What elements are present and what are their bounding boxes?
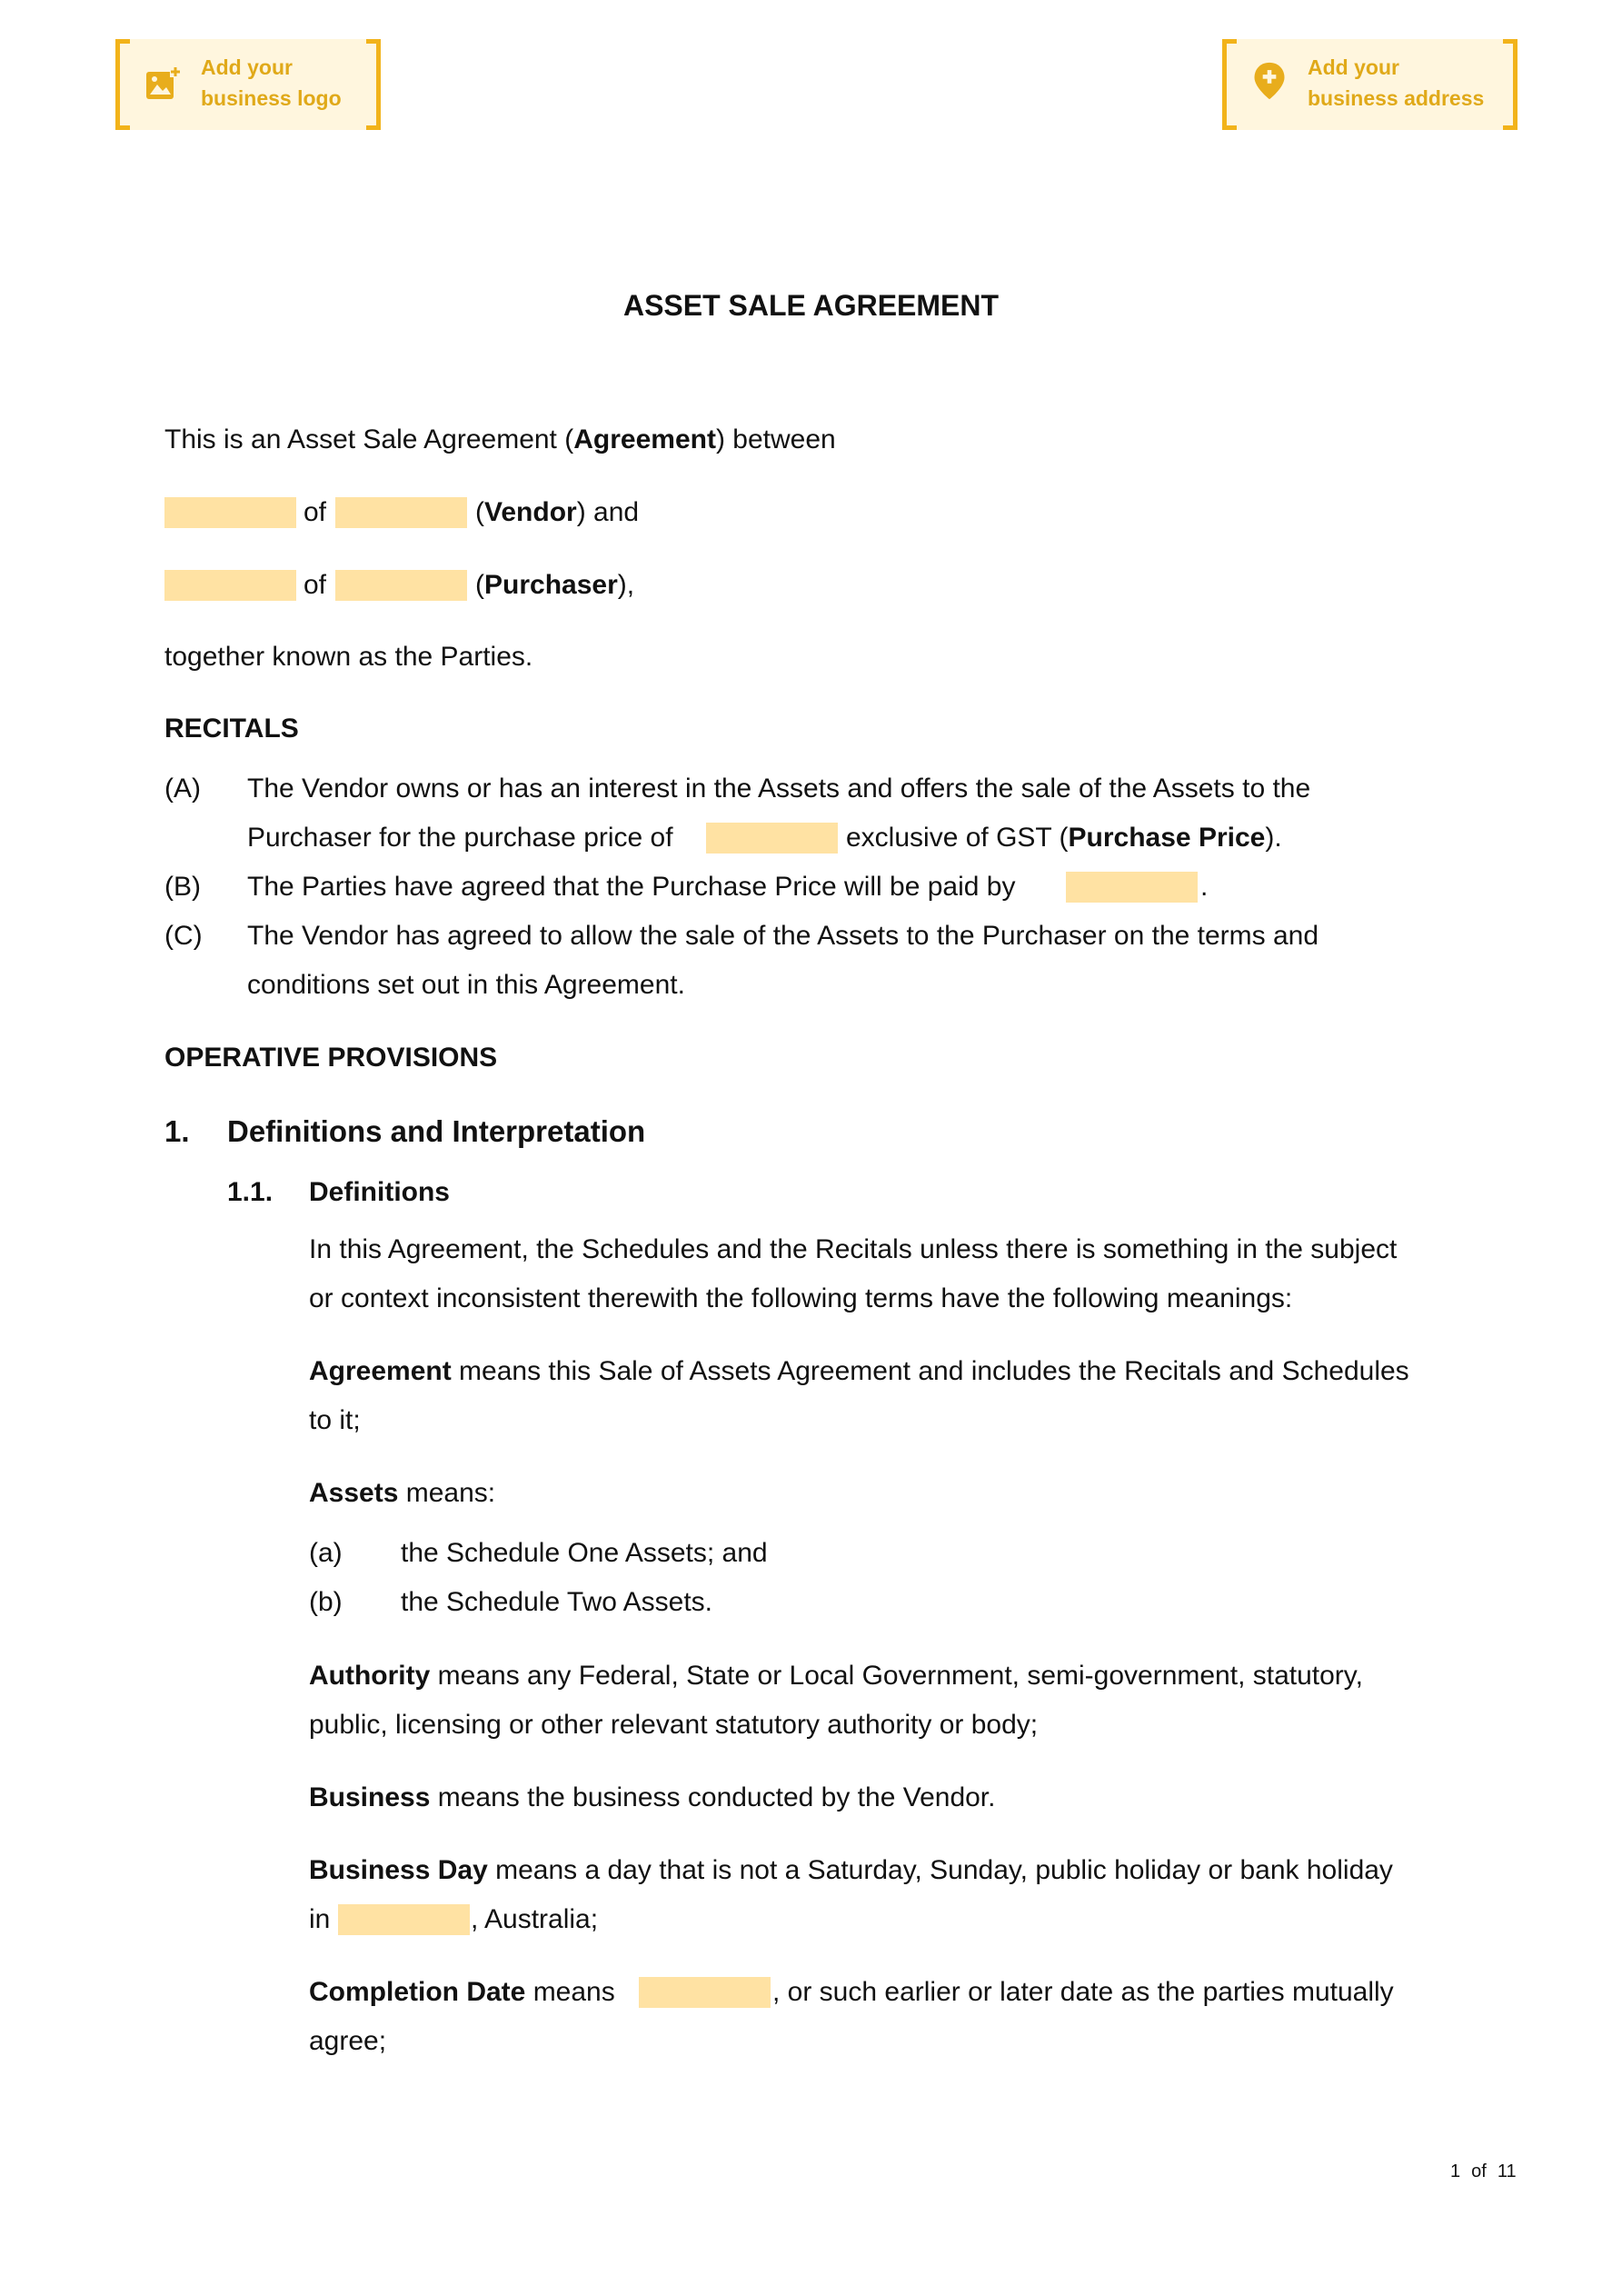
purchaser-name-field[interactable]	[164, 570, 296, 601]
address-label-line1: Add your	[1308, 55, 1399, 79]
document-title: ASSET SALE AGREEMENT	[622, 289, 1000, 322]
section-1-number: 1.	[164, 1114, 190, 1148]
definition-authority-line2: public, licensing or other relevant statutory authority or body;	[309, 1710, 1039, 1740]
image-add-icon	[143, 65, 183, 105]
vendor-name-field[interactable]	[164, 497, 296, 528]
definition-business-text: means the business conducted by the Vendor.	[430, 1782, 996, 1812]
completion-date-line2: agree;	[309, 2026, 387, 2056]
vendor-address-field[interactable]	[335, 497, 467, 528]
purchaser-post-text: ),	[617, 570, 635, 600]
definitions-intro-line1: In this Agreement, the Schedules and the Recitals unless there is something in the subject	[309, 1234, 1398, 1264]
completion-date-text: , or such earlier or later date as the parties mutually	[772, 1977, 1394, 2007]
vendor-defined-term: Vendor	[484, 497, 577, 527]
page-number	[1445, 2161, 1522, 2182]
definition-completion-date	[309, 1968, 615, 2017]
recitals-heading: RECITALS	[164, 714, 299, 744]
page-of: of	[1471, 2161, 1487, 2181]
assets-item-a-label: (a)	[309, 1538, 343, 1568]
vendor-label	[475, 488, 639, 537]
total-pages: 11	[1497, 2161, 1517, 2181]
intro-defined-term: Agreement	[573, 424, 716, 454]
completion-date-field[interactable]	[639, 1977, 771, 2008]
assets-item-b-label: (b)	[309, 1587, 343, 1617]
definition-assets	[309, 1469, 495, 1518]
bracket-right	[1503, 39, 1518, 130]
term-completion-date: Completion Date	[309, 1977, 526, 2007]
add-logo-button[interactable]	[115, 39, 381, 130]
logo-label-line2: business logo	[201, 86, 342, 110]
definition-business-day-text: means a day that is not a Saturday, Sunday, public holiday or bank holiday	[487, 1855, 1393, 1885]
term-business-day: Business Day	[309, 1855, 488, 1885]
definitions-intro-line2: or context inconsistent therewith the following terms have the following meanings:	[309, 1283, 1293, 1313]
purchase-price-term: Purchase Price	[1068, 823, 1266, 853]
payment-method-field[interactable]	[1066, 872, 1198, 903]
business-day-australia: , Australia;	[471, 1904, 599, 1934]
definition-agreement-line2: to it;	[309, 1405, 361, 1435]
assets-item-b: the Schedule Two Assets.	[401, 1587, 712, 1617]
definition-business	[309, 1773, 995, 1822]
completion-date-means: means	[525, 1977, 615, 2007]
bracket-left	[1222, 39, 1237, 130]
purchaser-of: of	[304, 570, 327, 600]
definition-business-day	[309, 1846, 1393, 1895]
section-1-title: Definitions and Interpretation	[227, 1114, 646, 1148]
recital-b-end: .	[1200, 872, 1209, 902]
section-1-1-title: Definitions	[309, 1177, 450, 1207]
term-authority: Authority	[309, 1661, 431, 1691]
recital-a-line2-end	[846, 814, 1282, 863]
term-business: Business	[309, 1782, 431, 1812]
section-1-1-number: 1.1.	[227, 1177, 274, 1207]
recital-c-line2: conditions set out in this Agreement.	[247, 970, 685, 1000]
recital-c-label: (C)	[164, 921, 203, 951]
definition-agreement-text: means this Sale of Assets Agreement and includes the Recitals and Schedules	[451, 1356, 1409, 1386]
gst-text: exclusive of GST (	[846, 823, 1069, 853]
together-text: together known as the Parties.	[164, 642, 533, 672]
intro-text: This is an Asset Sale Agreement (	[164, 424, 574, 454]
recital-b-line: The Parties have agreed that the Purchase Price will be paid by	[247, 872, 1016, 902]
recital-a-line2: Purchaser for the purchase price of	[247, 823, 673, 853]
business-day-in: in	[309, 1904, 331, 1934]
intro-paragraph	[164, 415, 836, 464]
current-page: 1	[1450, 2161, 1461, 2181]
recital-a-label: (A)	[164, 774, 201, 804]
state-field[interactable]	[338, 1904, 470, 1935]
term-assets: Assets	[309, 1478, 399, 1508]
term-agreement: Agreement	[309, 1356, 452, 1386]
recital-c-line1: The Vendor has agreed to allow the sale of the Assets to the Purchaser on the terms and	[247, 921, 1319, 951]
vendor-of: of	[304, 497, 327, 527]
add-address-button[interactable]	[1222, 39, 1518, 130]
definition-authority-text: means any Federal, State or Local Government, semi-government, statutory,	[430, 1661, 1363, 1691]
recital-a-line1: The Vendor owns or has an interest in the Assets and offers the sale of the Assets to the	[247, 774, 1311, 804]
recital-a-end: ).	[1265, 823, 1282, 853]
assets-item-a: the Schedule One Assets; and	[401, 1538, 768, 1568]
paren-open: (	[475, 497, 484, 527]
address-label-line2: business address	[1308, 86, 1485, 110]
add-address-label	[1308, 52, 1498, 114]
bracket-left	[115, 39, 130, 130]
purchaser-address-field[interactable]	[335, 570, 467, 601]
purchaser-label	[475, 561, 634, 610]
recital-b-label: (B)	[164, 872, 201, 902]
purchaser-defined-term: Purchaser	[484, 570, 618, 600]
definition-agreement	[309, 1347, 1409, 1396]
location-pin-icon	[1249, 61, 1289, 101]
definition-authority	[309, 1652, 1363, 1701]
add-logo-label	[201, 52, 392, 114]
operative-heading: OPERATIVE PROVISIONS	[164, 1043, 498, 1073]
logo-label-line1: Add your	[201, 55, 293, 79]
purchase-price-field[interactable]	[706, 823, 838, 854]
vendor-post-text: ) and	[576, 497, 640, 527]
paren-open: (	[475, 570, 484, 600]
intro-text-end: ) between	[715, 424, 836, 454]
definition-assets-text: means:	[398, 1478, 496, 1508]
